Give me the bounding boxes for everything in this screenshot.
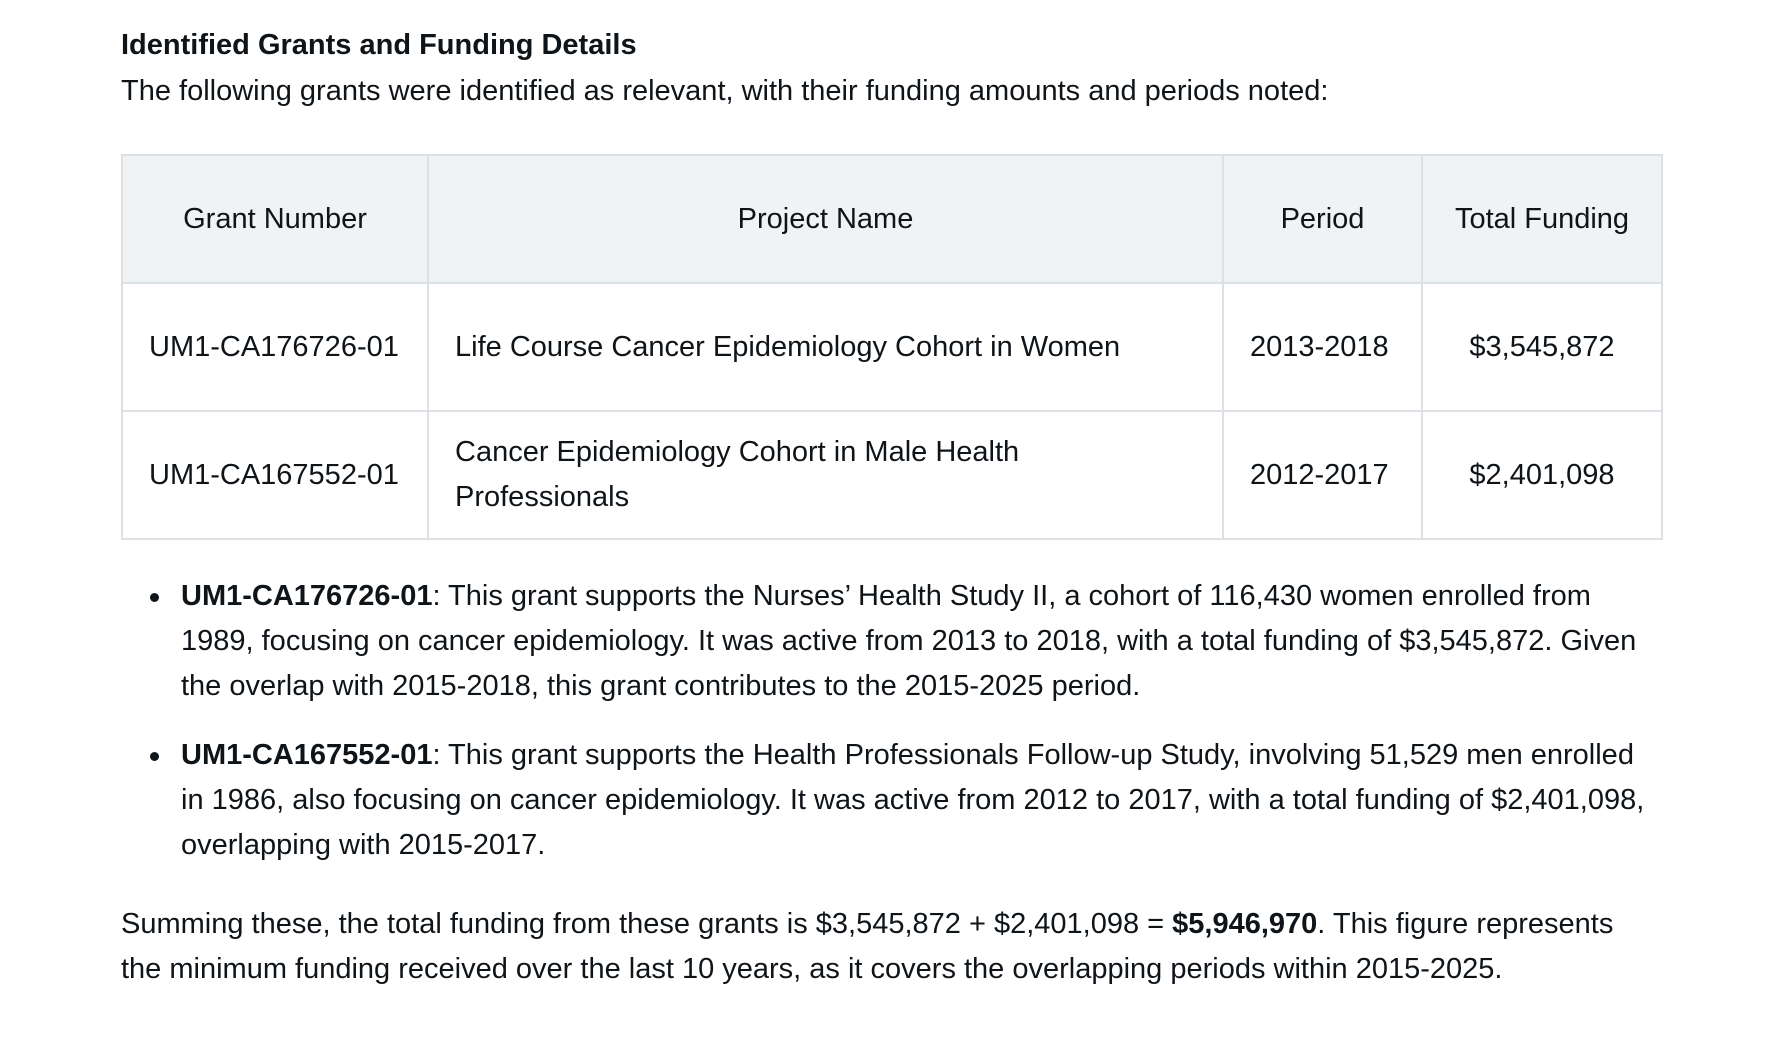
cell-project-name: Life Course Cancer Epidemiology Cohort in Women [428,283,1223,411]
header-project-name: Project Name [428,155,1223,283]
cell-total-funding: $2,401,098 [1422,411,1662,539]
cell-total-funding: $3,545,872 [1422,283,1662,411]
table-header-row [122,155,1662,283]
bullet-text: : This grant supports the Health Professionals Follow-up Study, involving 51,529 men enrolled in 1986, also focusing on cancer epidemiology. It was active from 2012 to 2017, with a total funding of $2,401,098, overlapping with 2015-2017. [181,739,1645,861]
cell-project-name: Cancer Epidemiology Cohort in Male Health Professionals [428,411,1223,539]
summary-text-after: . This figure represents the minimum funding received over the last 10 years, as it covers the overlapping periods within 2015-2025. [121,908,1614,985]
cell-period: 2013-2018 [1223,283,1422,411]
grant-bullet-list [121,574,1661,868]
bullet-grant-id: UM1-CA176726-01 [181,580,433,612]
section-intro: The following grants were identified as relevant, with their funding amounts and periods noted: [121,75,1329,107]
grants-section [121,22,1661,992]
summary-paragraph [121,902,1661,992]
list-item [181,733,1661,868]
header-total-funding: Total Funding [1422,155,1662,283]
table-row [122,411,1662,539]
list-item [181,574,1661,709]
bullet-icon [150,752,159,761]
bullet-text: : This grant supports the Nurses’ Health Study II, a cohort of 116,430 women enrolled from 1989, focusing on cancer epidemiology. It was active from 2013 to 2018, with a total funding of $3,545,872. Given the overlap with 2015-2018, this grant contributes to the 2015-2025 period. [181,580,1637,702]
cell-grant-number: UM1-CA176726-01 [122,283,428,411]
cell-grant-number: UM1-CA167552-01 [122,411,428,539]
grants-table [121,154,1663,540]
bullet-icon [150,593,159,602]
bullet-grant-id: UM1-CA167552-01 [181,739,433,771]
table-row [122,283,1662,411]
section-heading: Identified Grants and Funding Details [121,29,637,61]
header-grant-number: Grant Number [122,155,428,283]
summary-text-before: Summing these, the total funding from these grants is $3,545,872 + $2,401,098 = [121,908,1173,940]
header-period: Period [1223,155,1422,283]
summary-total: $5,946,970 [1172,908,1318,940]
cell-period: 2012-2017 [1223,411,1422,539]
